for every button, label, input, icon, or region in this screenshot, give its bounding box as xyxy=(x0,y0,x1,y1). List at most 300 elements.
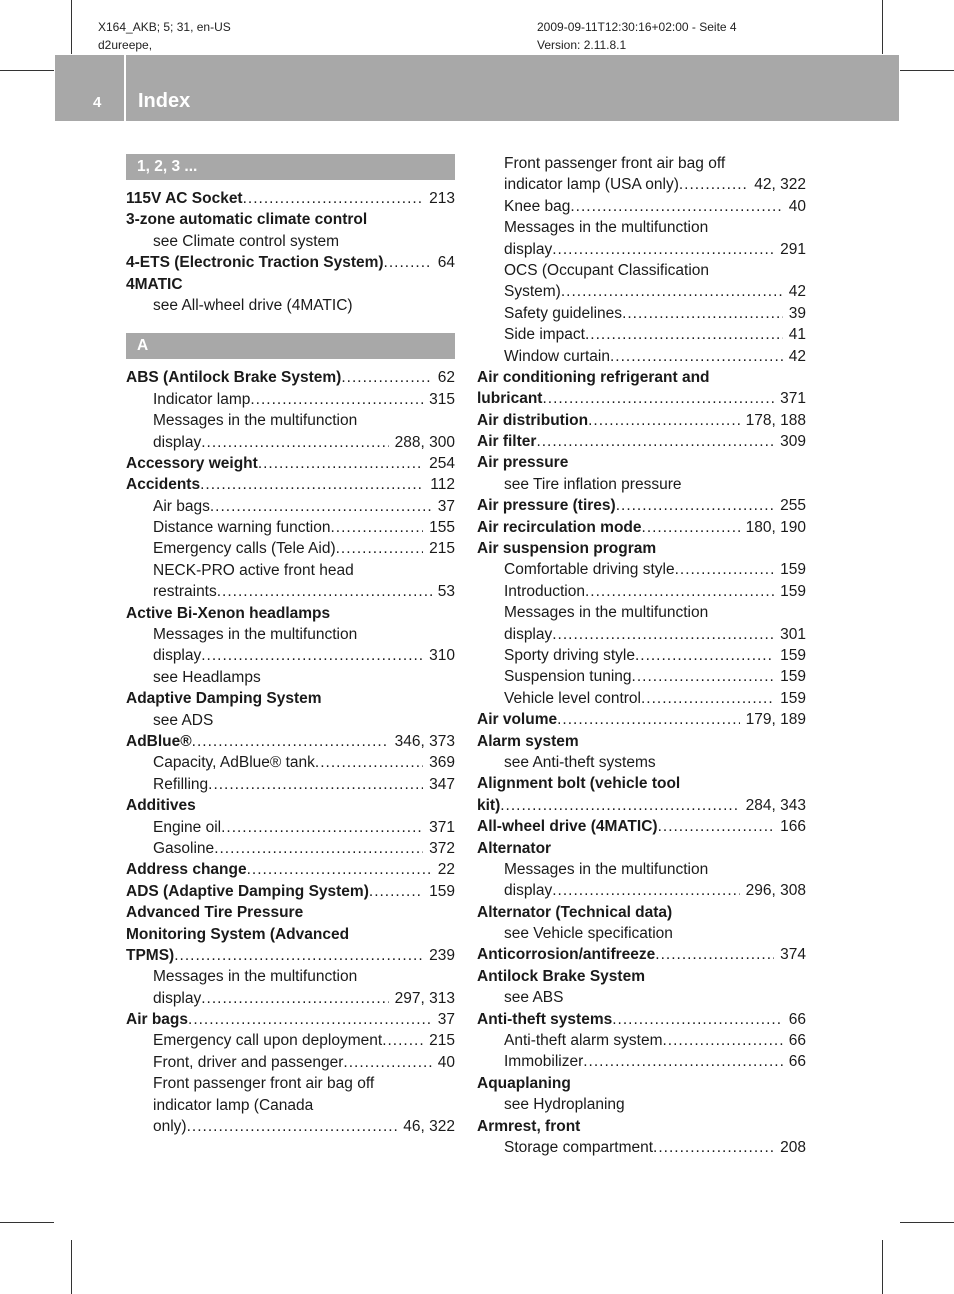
index-subentry xyxy=(477,1051,806,1072)
entry-text: lubricant xyxy=(477,390,543,408)
crop-mark xyxy=(71,0,72,54)
index-subentry xyxy=(477,324,806,345)
index-subentry xyxy=(477,859,806,880)
leader-dots xyxy=(247,859,432,880)
index-entry xyxy=(126,274,455,295)
page-reference: 369 xyxy=(429,754,455,772)
page-reference: 159 xyxy=(429,882,455,900)
entry-text: Air bags xyxy=(153,497,210,515)
entry-text: Immobilizer xyxy=(504,1053,584,1071)
index-entry xyxy=(477,410,806,431)
entry-text: ADS (Adaptive Damping System) xyxy=(126,882,369,900)
page-reference: 310 xyxy=(429,647,455,665)
crop-mark xyxy=(882,0,883,54)
entry-text: Introduction xyxy=(504,582,585,600)
entry-text: OCS (Occupant Classification xyxy=(504,261,710,279)
entry-text: Alarm system xyxy=(477,732,579,750)
index-entry xyxy=(477,709,806,730)
entry-text: see Vehicle specification xyxy=(504,925,673,943)
page-reference: 53 xyxy=(437,583,455,601)
page-reference: 180, 190 xyxy=(745,518,806,536)
index-subentry xyxy=(126,1095,455,1116)
page-reference: 159 xyxy=(780,561,806,579)
entry-text: Storage compartment xyxy=(504,1138,654,1156)
leader-dots xyxy=(632,666,775,687)
entry-text: display xyxy=(504,882,553,900)
entry-text: Messages in the multifunction xyxy=(153,412,358,430)
entry-text: Knee bag xyxy=(504,197,571,215)
entry-text: System) xyxy=(504,283,561,301)
page-reference: 37 xyxy=(437,497,455,515)
index-subentry xyxy=(477,260,806,281)
meta-line: Version: 2.11.8.1 xyxy=(537,38,627,52)
index-subentry xyxy=(477,666,806,687)
entry-text: Engine oil xyxy=(153,818,222,836)
entry-text: Advanced Tire Pressure xyxy=(126,904,304,922)
entry-text: see Climate control system xyxy=(153,232,340,250)
leader-dots xyxy=(679,174,748,195)
leader-dots xyxy=(500,795,739,816)
page-reference: 42, 322 xyxy=(754,176,806,194)
leader-dots xyxy=(588,410,740,431)
index-subentry xyxy=(126,389,455,410)
leader-dots xyxy=(384,252,432,273)
index-entry xyxy=(477,431,806,452)
index-entry xyxy=(477,966,806,987)
entry-text: TPMS) xyxy=(126,946,175,964)
entry-text: Antilock Brake System xyxy=(477,967,645,985)
print-meta-left xyxy=(98,18,231,54)
entry-text: Adaptive Damping System xyxy=(126,690,322,708)
entry-text: Alignment bolt (vehicle tool xyxy=(477,775,681,793)
leader-dots xyxy=(552,624,774,645)
entry-text: Air conditioning refrigerant and xyxy=(477,368,710,386)
entry-text: indicator lamp (Canada xyxy=(153,1096,314,1114)
index-subentry xyxy=(126,624,455,645)
index-subentry xyxy=(126,710,455,731)
entry-text: Accidents xyxy=(126,476,201,494)
index-entry xyxy=(477,517,806,538)
page-reference: 159 xyxy=(780,689,806,707)
leader-dots xyxy=(192,731,389,752)
index-subentry xyxy=(477,602,806,623)
index-subentry xyxy=(126,295,455,316)
leader-dots xyxy=(552,239,774,260)
entry-text: Air pressure xyxy=(477,454,569,472)
index-subentry xyxy=(477,239,806,260)
entry-text: Front passenger front air bag off xyxy=(153,1075,375,1093)
index-subentry xyxy=(477,645,806,666)
leader-dots xyxy=(200,474,424,495)
page-reference: 62 xyxy=(437,369,455,387)
entry-text: Indicator lamp xyxy=(153,390,251,408)
page-reference: 254 xyxy=(429,454,455,472)
meta-line: d2ureepe, xyxy=(98,38,153,52)
index-entry xyxy=(477,838,806,859)
index-entry xyxy=(126,1009,455,1030)
index-subentry xyxy=(477,1030,806,1051)
page-reference: 159 xyxy=(780,582,806,600)
index-subentry xyxy=(477,581,806,602)
entry-text: Vehicle level control xyxy=(504,689,641,707)
index-subentry xyxy=(126,517,455,538)
leader-dots xyxy=(250,389,423,410)
entry-text: Capacity, AdBlue® tank xyxy=(153,754,315,772)
entry-text: Messages in the multifunction xyxy=(153,626,358,644)
page-reference: 66 xyxy=(788,1053,806,1071)
page-reference: 179, 189 xyxy=(745,711,806,729)
entry-text: display xyxy=(504,625,553,643)
leader-dots xyxy=(210,496,432,517)
index-subentry xyxy=(126,988,455,1009)
index-subentry xyxy=(126,231,455,252)
entry-text: display xyxy=(153,647,202,665)
entry-text: Window curtain xyxy=(504,347,610,365)
page-reference: 40 xyxy=(437,1053,455,1071)
page-reference: 291 xyxy=(780,240,806,258)
leader-dots xyxy=(536,431,774,452)
leader-dots xyxy=(658,816,775,837)
page-reference: 255 xyxy=(780,497,806,515)
page-reference: 159 xyxy=(780,646,806,664)
entry-text: kit) xyxy=(477,796,501,814)
page-reference: 371 xyxy=(780,390,806,408)
entry-text: Air distribution xyxy=(477,411,589,429)
page-reference: 309 xyxy=(780,433,806,451)
index-entry xyxy=(126,795,455,816)
leader-dots xyxy=(369,881,423,902)
entry-text: 3-zone automatic climate control xyxy=(126,211,368,229)
entry-text: Messages in the multifunction xyxy=(153,968,358,986)
entry-text: restraints xyxy=(153,583,217,601)
index-entry xyxy=(477,367,806,388)
index-entry xyxy=(126,453,455,474)
entry-text: Anticorrosion/antifreeze xyxy=(477,946,656,964)
entry-text: 4MATIC xyxy=(126,275,183,293)
entry-text: Suspension tuning xyxy=(504,668,632,686)
page-reference: 66 xyxy=(788,1010,806,1028)
meta-line: 2009-09-11T12:30:16+02:00 - Seite 4 xyxy=(537,20,737,34)
entry-text: Sporty driving style xyxy=(504,646,635,664)
index-entry xyxy=(126,881,455,902)
entry-text: see All-wheel drive (4MATIC) xyxy=(153,296,353,314)
index-entry xyxy=(126,188,455,209)
index-subentry xyxy=(477,752,806,773)
print-meta-right xyxy=(537,18,737,54)
index-entry xyxy=(477,452,806,473)
index-subentry xyxy=(126,538,455,559)
entry-text: Alternator xyxy=(477,839,552,857)
leader-dots xyxy=(174,945,423,966)
entry-text: Air suspension program xyxy=(477,540,657,558)
page-reference: 374 xyxy=(780,946,806,964)
leader-dots xyxy=(188,1009,432,1030)
leader-dots xyxy=(201,988,388,1009)
entry-text: Front, driver and passenger xyxy=(153,1053,344,1071)
index-entry xyxy=(126,688,455,709)
index-entry xyxy=(126,924,455,945)
entry-text: display xyxy=(153,433,202,451)
page-reference: 39 xyxy=(788,304,806,322)
index-entry xyxy=(477,902,806,923)
leader-dots xyxy=(552,880,739,901)
page-number: 4 xyxy=(93,94,102,111)
entry-text: Emergency call upon deployment xyxy=(153,1032,383,1050)
index-entry xyxy=(477,795,806,816)
page-reference: 213 xyxy=(429,190,455,207)
crop-mark xyxy=(0,1222,54,1223)
index-entry xyxy=(126,603,455,624)
page-reference: 64 xyxy=(437,254,455,272)
entry-text: ABS (Antilock Brake System) xyxy=(126,369,342,387)
page-reference: 66 xyxy=(788,1032,806,1050)
index-subentry xyxy=(126,752,455,773)
entry-text: Anti-theft alarm system xyxy=(504,1032,663,1050)
entry-text: see Hydroplaning xyxy=(504,1096,625,1114)
leader-dots xyxy=(542,388,774,409)
leader-dots xyxy=(336,538,424,559)
entry-text: Comfortable driving style xyxy=(504,561,675,579)
entry-text: Anti-theft systems xyxy=(477,1010,613,1028)
crop-mark xyxy=(900,70,954,71)
leader-dots xyxy=(635,645,774,666)
page-reference: 208 xyxy=(780,1138,806,1156)
entry-text: Aquaplaning xyxy=(477,1074,571,1092)
leader-dots xyxy=(187,1116,398,1137)
index-subentry xyxy=(126,774,455,795)
index-entry xyxy=(126,252,455,273)
entry-text: see Anti-theft systems xyxy=(504,753,656,771)
leader-dots xyxy=(315,752,423,773)
page-reference: 288, 300 xyxy=(394,433,455,451)
entry-text: see ABS xyxy=(504,989,564,1007)
index-entry xyxy=(477,1009,806,1030)
page-reference: 297, 313 xyxy=(394,989,455,1007)
entry-text: see Tire inflation pressure xyxy=(504,475,682,493)
page-reference: 159 xyxy=(780,668,806,686)
index-subentry xyxy=(477,217,806,238)
index-entry xyxy=(126,367,455,388)
index-subentry xyxy=(477,688,806,709)
leader-dots xyxy=(214,838,423,859)
page-reference: 178, 188 xyxy=(745,411,806,429)
entry-text: Emergency calls (Tele Aid) xyxy=(153,540,336,558)
page-reference: 42 xyxy=(788,347,806,365)
page-reference: 315 xyxy=(429,390,455,408)
page-reference: 46, 322 xyxy=(403,1118,455,1136)
leader-dots xyxy=(622,303,783,324)
page-reference: 40 xyxy=(788,197,806,215)
index-entry xyxy=(477,1116,806,1137)
index-subentry xyxy=(477,880,806,901)
page-reference: 296, 308 xyxy=(745,882,806,900)
leader-dots xyxy=(341,367,431,388)
page-reference: 371 xyxy=(429,818,455,836)
entry-text: 115V AC Socket xyxy=(126,190,243,207)
index-subentry xyxy=(477,923,806,944)
header-divider xyxy=(124,55,126,121)
index-entry xyxy=(477,944,806,965)
entry-text: Gasoline xyxy=(153,839,215,857)
entry-text: Side impact xyxy=(504,326,585,344)
index-entry xyxy=(477,495,806,516)
index-entry xyxy=(126,474,455,495)
page-reference: 346, 373 xyxy=(394,732,455,750)
page-reference: 42 xyxy=(788,283,806,301)
leader-dots xyxy=(655,944,774,965)
index-entry xyxy=(126,945,455,966)
section-heading: A xyxy=(126,333,455,359)
leader-dots xyxy=(653,1137,774,1158)
leader-dots xyxy=(201,432,388,453)
meta-line: X164_AKB; 5; 31, en-US xyxy=(98,20,231,34)
index-subentry xyxy=(477,303,806,324)
page-reference: 155 xyxy=(429,519,455,537)
entry-text: Alternator (Technical data) xyxy=(477,903,673,921)
leader-dots xyxy=(675,559,775,580)
index-entry xyxy=(477,1073,806,1094)
index-subentry xyxy=(477,174,806,195)
index-subentry xyxy=(477,281,806,302)
index-subentry xyxy=(126,432,455,453)
index-subentry xyxy=(477,624,806,645)
leader-dots xyxy=(258,453,423,474)
page-reference: 215 xyxy=(429,1032,455,1050)
page-reference: 37 xyxy=(437,1011,455,1029)
index-entry xyxy=(477,773,806,794)
entry-text: Active Bi-Xenon headlamps xyxy=(126,604,331,622)
entry-text: Safety guidelines xyxy=(504,304,623,322)
index-entry xyxy=(126,209,455,230)
index-subentry xyxy=(126,560,455,581)
entry-text: Messages in the multifunction xyxy=(504,860,709,878)
entry-text: Air volume xyxy=(477,711,558,729)
entry-text: Monitoring System (Advanced xyxy=(126,925,350,943)
index-entry xyxy=(477,731,806,752)
index-subentry xyxy=(126,645,455,666)
entry-text: AdBlue® xyxy=(126,732,192,750)
crop-mark xyxy=(882,1240,883,1294)
index-subentry xyxy=(126,581,455,602)
index-column-right xyxy=(477,153,806,1158)
index-subentry xyxy=(126,1073,455,1094)
entry-text: Armrest, front xyxy=(477,1117,581,1135)
entry-text: see ADS xyxy=(153,711,214,729)
index-entry xyxy=(477,816,806,837)
leader-dots xyxy=(612,1009,783,1030)
index-entry xyxy=(126,902,455,923)
page-reference: 41 xyxy=(788,326,806,344)
index-subentry xyxy=(477,987,806,1008)
index-subentry xyxy=(126,667,455,688)
section-heading: 1, 2, 3 ... xyxy=(126,154,455,180)
entry-text: 4-ETS (Electronic Traction System) xyxy=(126,254,384,272)
index-subentry xyxy=(126,817,455,838)
page-reference: 215 xyxy=(429,540,455,558)
leader-dots xyxy=(585,324,783,345)
page-title: Index xyxy=(138,90,191,112)
crop-mark xyxy=(0,70,54,71)
leader-dots xyxy=(583,1051,783,1072)
leader-dots xyxy=(585,581,774,602)
leader-dots xyxy=(663,1030,783,1051)
entry-text: Air pressure (tires) xyxy=(477,497,616,515)
entry-text: indicator lamp (USA only) xyxy=(504,176,679,194)
index-subentry xyxy=(126,410,455,431)
page-reference: 372 xyxy=(429,839,455,857)
index-subentry xyxy=(126,1052,455,1073)
index-subentry xyxy=(126,1030,455,1051)
leader-dots xyxy=(641,688,774,709)
index-column-left xyxy=(126,154,455,1137)
leader-dots xyxy=(243,188,424,209)
entry-text: Air recirculation mode xyxy=(477,518,642,536)
entry-text: Air filter xyxy=(477,433,537,451)
leader-dots xyxy=(616,495,774,516)
index-entry xyxy=(126,731,455,752)
entry-text: Address change xyxy=(126,861,247,879)
index-subentry xyxy=(126,1116,455,1137)
crop-mark xyxy=(71,1240,72,1294)
leader-dots xyxy=(561,281,783,302)
page-reference: 112 xyxy=(430,476,455,494)
index-subentry xyxy=(477,153,806,174)
entry-text: display xyxy=(153,989,202,1007)
entry-text: All-wheel drive (4MATIC) xyxy=(477,818,658,836)
index-subentry xyxy=(126,838,455,859)
entry-text: Messages in the multifunction xyxy=(504,604,709,622)
leader-dots xyxy=(221,817,423,838)
entry-text: display xyxy=(504,240,553,258)
leader-dots xyxy=(610,346,783,367)
index-entry xyxy=(477,388,806,409)
leader-dots xyxy=(343,1052,431,1073)
page-reference: 347 xyxy=(429,775,455,793)
index-subentry xyxy=(477,559,806,580)
entry-text: Additives xyxy=(126,797,196,815)
leader-dots xyxy=(382,1030,423,1051)
entry-text: Front passenger front air bag off xyxy=(504,155,726,172)
leader-dots xyxy=(201,645,423,666)
entry-text: see Headlamps xyxy=(153,668,261,686)
crop-mark xyxy=(900,1222,954,1223)
page-reference: 284, 343 xyxy=(745,796,806,814)
leader-dots xyxy=(331,517,424,538)
index-subentry xyxy=(477,1094,806,1115)
entry-text: Refilling xyxy=(153,775,209,793)
entry-text: Accessory weight xyxy=(126,454,258,472)
index-entry xyxy=(477,538,806,559)
index-entry xyxy=(126,859,455,880)
entry-text: Distance warning function xyxy=(153,519,331,537)
leader-dots xyxy=(217,581,432,602)
index-subentry xyxy=(126,966,455,987)
page-reference: 166 xyxy=(780,818,806,836)
index-subentry xyxy=(477,196,806,217)
entry-text: NECK-PRO active front head xyxy=(153,561,354,579)
leader-dots xyxy=(570,196,782,217)
index-subentry xyxy=(126,496,455,517)
page-reference: 239 xyxy=(429,946,455,964)
leader-dots xyxy=(208,774,423,795)
leader-dots xyxy=(557,709,740,730)
index-subentry xyxy=(477,474,806,495)
entry-text: Messages in the multifunction xyxy=(504,219,709,237)
page-reference: 22 xyxy=(437,861,455,879)
leader-dots xyxy=(642,517,740,538)
page-reference: 301 xyxy=(780,625,806,643)
entry-text: Air bags xyxy=(126,1011,189,1029)
